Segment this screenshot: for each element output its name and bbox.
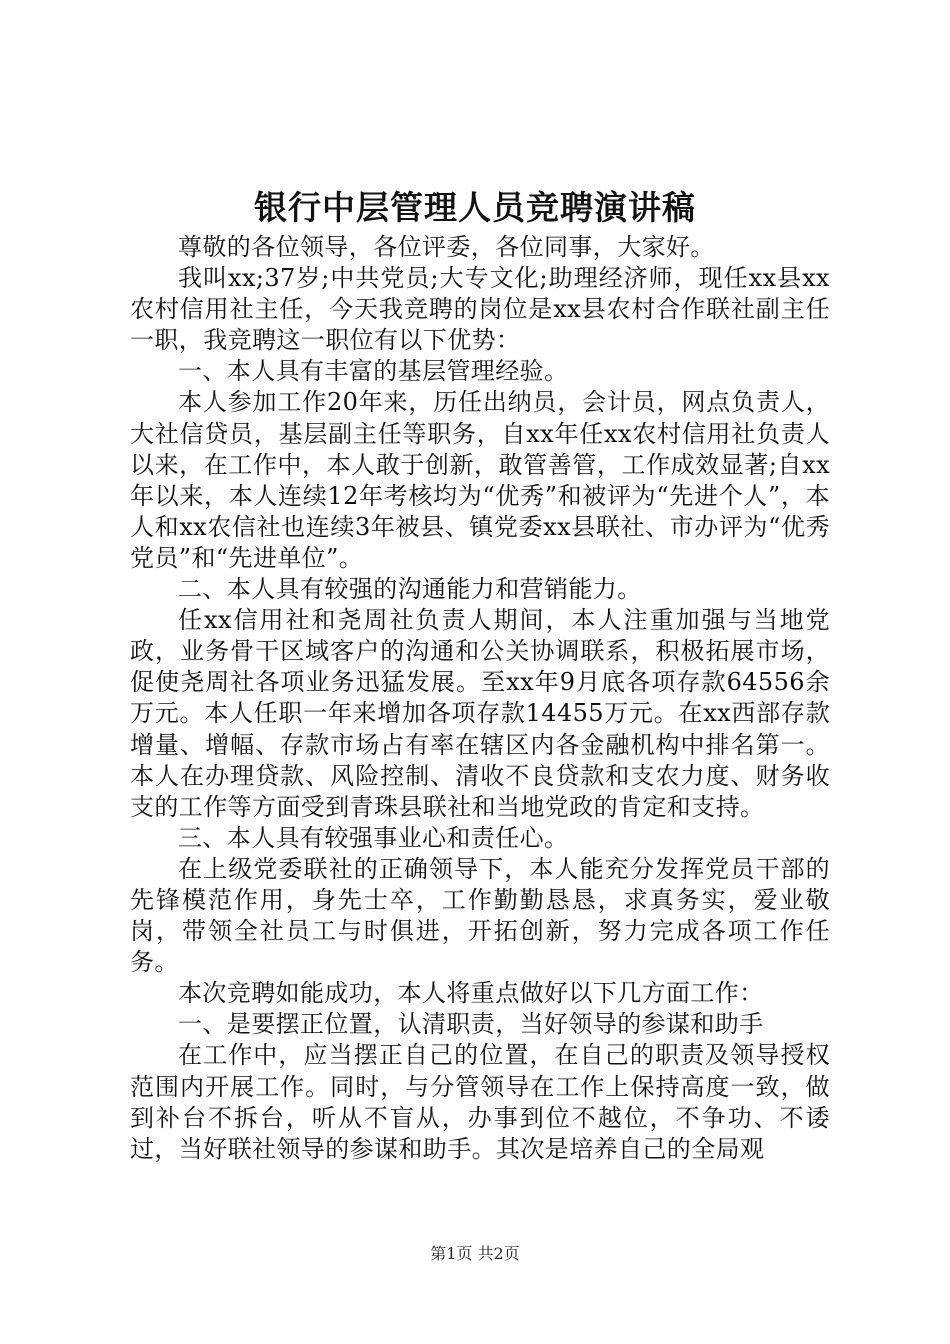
page-footer: 第1页 共2页	[430, 1244, 520, 1263]
paragraph-introduction: 我叫xx;37岁;中共党员;大专文化;助理经济师，现任xx县xx农村信用社主任，今天我竞聘的岗位是xx县农村合作联社副主任一职，我竞聘这一职位有以下优势：	[130, 264, 830, 355]
section-heading-2: 二、本人具有较强的沟通能力和营销能力。	[178, 575, 642, 604]
plan-heading-1: 一、是要摆正位置，认清职责，当好领导的参谋和助手	[178, 1010, 764, 1039]
paragraph-responsibility: 在上级党委联社的正确领导下，本人能充分发挥党员干部的先锋模范作用，身先士卒，工作勤勤恳恳，求真务实，爱业敬岗，带领全社员工与时俱进，开拓创新，努力完成各项工作任务。	[130, 854, 830, 977]
document-title: 银行中层管理人员竞聘演讲稿	[254, 188, 696, 227]
section-heading-3: 三、本人具有较强事业心和责任心。	[178, 823, 569, 852]
document-body	[130, 232, 830, 1165]
paragraph-experience: 本人参加工作20年来，历任出纳员，会计员，网点负责人，大社信贷员，基层副主任等职务，自xx年任xx农村信用社负责人以来，在工作中，本人敢于创新，敢管善管，工作成效显著;自xx年以来，本人连续12年考核均为“优秀”和被评为“先进个人”，本人和xx农信社也连续3年被县、镇党委xx县联社、市办评为“优秀党员”和“先进单位”。	[130, 388, 830, 572]
section-heading-1: 一、本人具有丰富的基层管理经验。	[178, 357, 569, 386]
paragraph-greeting: 尊敬的各位领导，各位评委，各位同事，大家好。	[178, 233, 715, 261]
paragraph-communication: 任xx信用社和尧周社负责人期间，本人注重加强与当地党政，业务骨干区域客户的沟通和公关协调联系，积极拓展市场，促使尧周社各项业务迅猛发展。至xx年9月底各项存款64556余万元。本人任职一年来增加各项存款14455万元。在xx西部存款增量、增幅、存款市场占有率在辖区内各金融机构中排名第一。本人在办理贷款、风险控制、清收不良贷款和支农力度、财务收支的工作等方面受到青珠县联社和当地党政的肯定和支持。	[130, 606, 830, 821]
paragraph-plan-intro: 本次竞聘如能成功，本人将重点做好以下几方面工作：	[178, 979, 764, 1008]
paragraph-plan-1: 在工作中，应当摆正自己的位置，在自己的职责及领导授权范围内开展工作。同时，与分管领导在工作上保持高度一致，做到补台不拆台，听从不盲从，办事到位不越位，不争功、不诿过，当好联社领导的参谋和助手。其次是培养自己的全局观	[130, 1041, 830, 1163]
